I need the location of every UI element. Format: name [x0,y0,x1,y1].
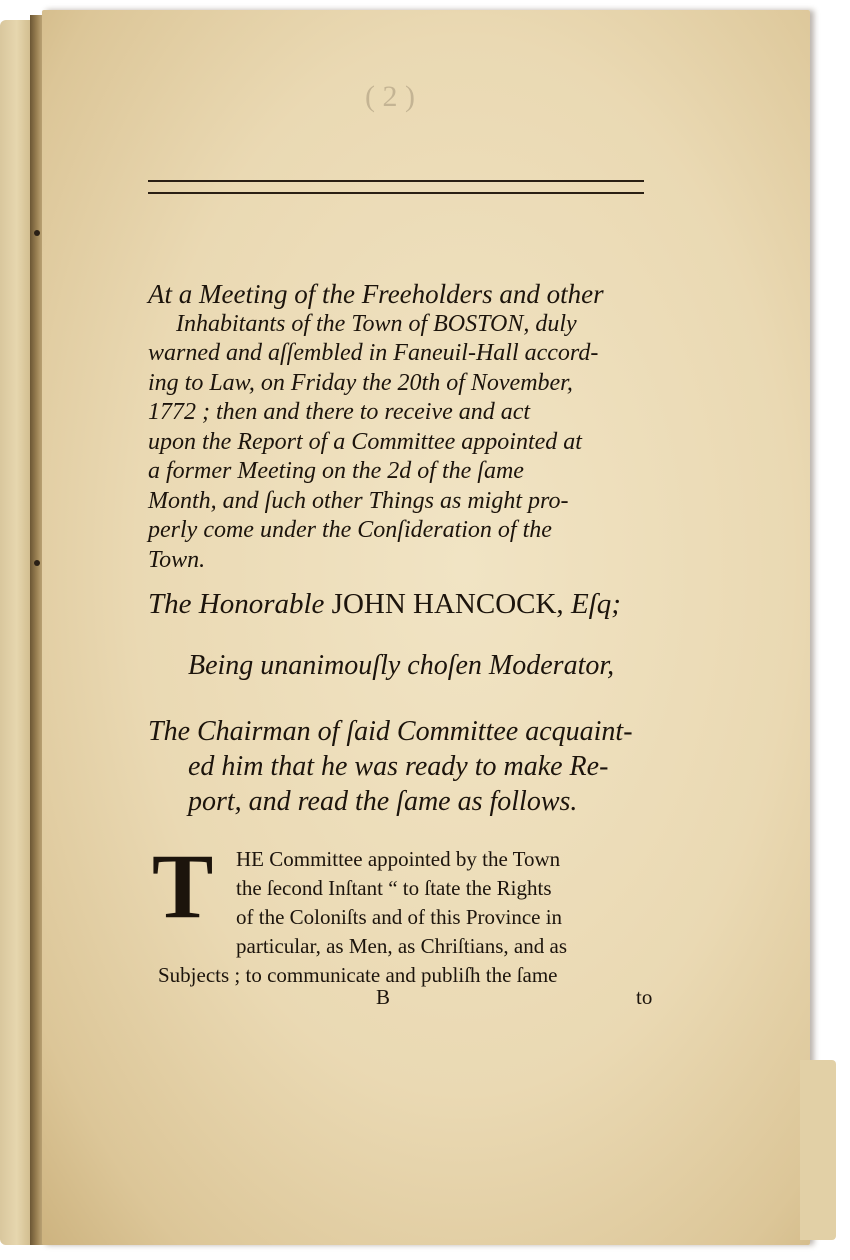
heading-line: Town. [148,546,206,573]
heading-line: a former Meeting on the 2d of the ſame [148,458,524,484]
chairman-paragraph [148,714,658,819]
body-line: particular, as Men, as Chriſtians, and as [236,934,567,958]
heading-line: Month, and ſuch other Things as might pro- [148,487,569,514]
page-number: ( 2 ) [365,80,415,113]
drop-cap: T [152,835,214,937]
body-line: of the Coloniſts and of this Province in [236,905,563,929]
heading-line: ing to Law, on Friday the 20th of November, [148,369,573,396]
moderator-suffix: Eſq; [563,588,621,620]
report-body [158,845,658,990]
body-line: Subjects ; to communicate and publiſh the ſame [158,963,558,987]
heading-line: Inhabitants of the Town of BOSTON, duly [176,310,577,337]
heading-line: At a Meeting of the Freeholders and other [148,279,604,309]
top-rule [148,180,644,182]
chairman-line: port, and read the ſame as follows. [188,786,578,817]
moderator-name: JOHN HANCOCK, [331,588,564,620]
chairman-line: The Chairman of ſaid Committee acquaint- [148,716,633,747]
chairman-line: ed him that he was ready to make Re- [188,751,609,782]
book-page [42,10,810,1245]
moderator-chosen-line: Being unanimouſly choſen Moderator, [188,650,615,681]
heading-line: 1772 ; then and there to receive and act [148,399,531,425]
heading-line: warned and aſſembled in Faneuil-Hall accord- [148,340,599,366]
torn-page-edge [800,1060,836,1240]
top-rule-double [148,192,644,194]
heading-line: perly come under the Conſideration of the [148,517,552,543]
moderator-prefix: The Honorable [148,588,332,620]
body-line: HE Committee appointed by the Town [236,847,561,871]
meeting-heading [148,280,658,575]
moderator-title [148,588,658,621]
body-line: the ſecond Inſtant “ to ſtate the Rights [236,876,552,900]
heading-line: upon the Report of a Committee appointed at [148,428,582,455]
catchword: to [636,985,653,1009]
signature-mark: B [376,985,391,1009]
